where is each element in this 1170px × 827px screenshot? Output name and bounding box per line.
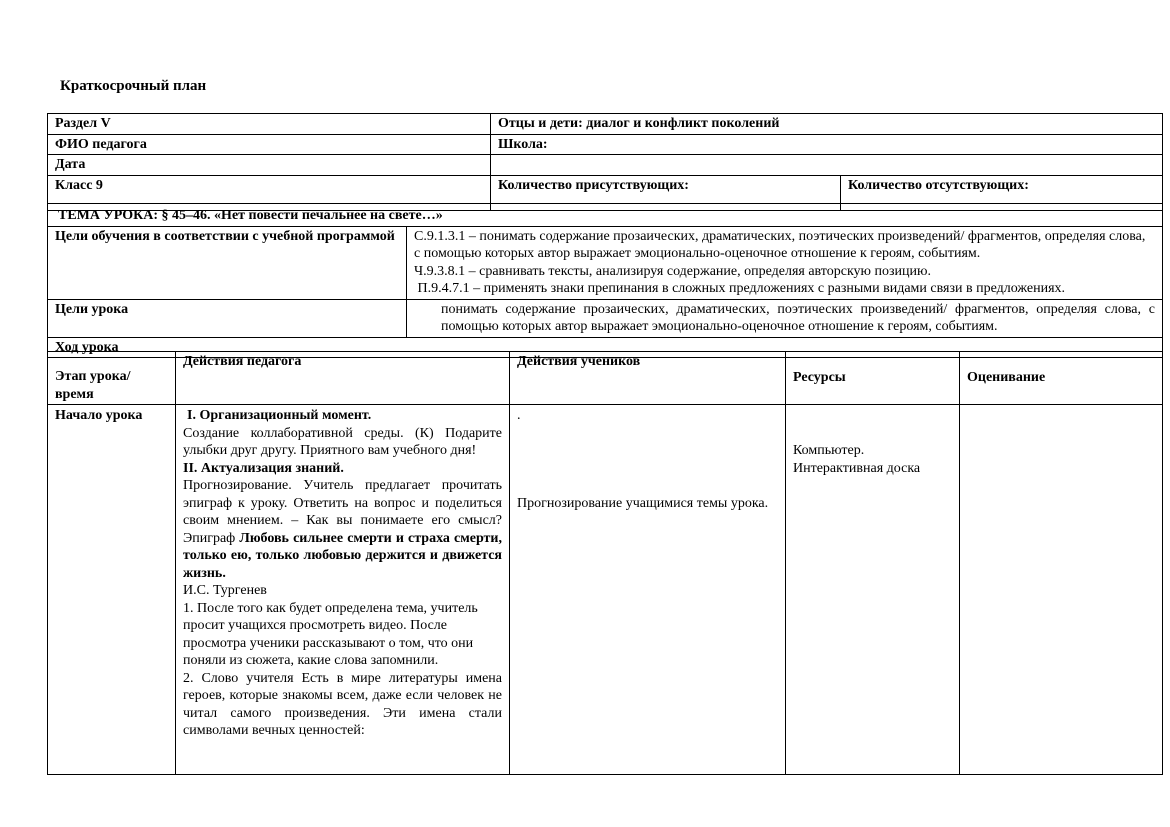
lesson-goals: понимать содержание прозаических, драматических, поэтических произведений/ фрагментов, определяя слова, с помощью которых автор выражает эмоционально-оценочное отношение к героям, событиям. bbox=[407, 299, 1163, 337]
present-count-label: Количество присутствующих: bbox=[491, 175, 841, 210]
step-1: 1. После того как будет определена тема, учитель просит учащихся просмотреть видео. После просмотра ученики рассказывают о том, что они поняли из сюжета, какие слова запомнили. bbox=[183, 600, 478, 668]
lesson-topic: ТЕМА УРОКА: § 45–46. «Нет повести печальнее на свете…» bbox=[48, 204, 1163, 227]
header-table bbox=[47, 113, 1163, 211]
student-actions-dot: . bbox=[517, 408, 521, 423]
curriculum-goal: Ч.9.3.8.1 – сравнивать тексты, анализируя содержание, определяя авторскую позицию. bbox=[414, 263, 931, 279]
actualization-body: Прогнозирование. Учитель предлагает прочитать эпиграф к уроку. Ответить на вопрос и поделиться своим мнением. – Как вы понимаете его смысл? Эпиграф bbox=[183, 478, 502, 546]
col-assessment-header: Оценивание bbox=[960, 352, 1163, 405]
student-actions-cell bbox=[510, 405, 786, 775]
col-resources-header: Ресурсы bbox=[786, 352, 960, 405]
org-heading: I. Организационный момент. bbox=[187, 408, 372, 423]
resources-cell bbox=[786, 405, 960, 775]
lesson-table bbox=[47, 203, 1163, 358]
course-label: Ход урока bbox=[48, 337, 1163, 358]
document-title: Краткосрочный план bbox=[60, 78, 207, 94]
lesson-goals-label: Цели урока bbox=[48, 299, 407, 337]
class-label: Класс 9 bbox=[48, 175, 491, 210]
step-2: 2. Слово учителя Есть в мире литературы имена героев, которые знакомы всем, даже если человек не читал самого произведения. Эти имена стали символами вечных ценностей: bbox=[183, 670, 502, 738]
org-text: Создание коллаборативной среды. (К) Подарите улыбки друг другу. Приятного вам учебного дня! bbox=[183, 425, 502, 458]
col-teacher-header: Действия педагога bbox=[176, 352, 510, 405]
assessment-cell bbox=[960, 405, 1163, 775]
actualization-heading: II. Актуализация знаний. bbox=[183, 460, 344, 476]
curriculum-goals-label: Цели обучения в соответствии с учебной программой bbox=[48, 226, 407, 299]
section-topic: Отцы и дети: диалог и конфликт поколений bbox=[491, 114, 1163, 135]
absent-count-label: Количество отсутствующих: bbox=[841, 175, 1163, 210]
date-label: Дата bbox=[48, 155, 491, 176]
resources-text: Компьютер. Интерактивная доска bbox=[793, 443, 921, 476]
col-stage-header: Этап урока/время bbox=[48, 352, 176, 405]
actualization-text bbox=[183, 477, 502, 582]
curriculum-goal: С.9.1.3.1 – понимать содержание прозаических, драматических, поэтических произведений/ фрагментов, определяя слова, с помощью которых автор выражает эмоционально-оценочное отношение к героям, событиям. bbox=[414, 228, 1146, 261]
col-students-header: Действия учеников bbox=[510, 352, 786, 405]
epigraph-author: И.С. Тургенев bbox=[183, 583, 267, 598]
student-actions-text: Прогнозирование учащимися темы урока. bbox=[517, 495, 769, 511]
teacher-name-label: ФИО педагога bbox=[48, 134, 491, 155]
school-label: Школа: bbox=[491, 134, 1163, 155]
curriculum-goal: П.9.4.7.1 – применять знаки препинания в сложных предложениях с разными видами связи в предложениях. bbox=[414, 281, 1066, 296]
teacher-actions-cell bbox=[176, 405, 510, 775]
curriculum-goals bbox=[407, 226, 1163, 299]
stage-cell: Начало урока bbox=[48, 405, 176, 775]
course-table bbox=[47, 351, 1163, 775]
section-label: Раздел V bbox=[48, 114, 491, 135]
epigraph: Любовь сильнее смерти и страха смерти, только ею, только любовью держится и движется жизнь. bbox=[183, 530, 502, 581]
date-value bbox=[491, 155, 1163, 176]
